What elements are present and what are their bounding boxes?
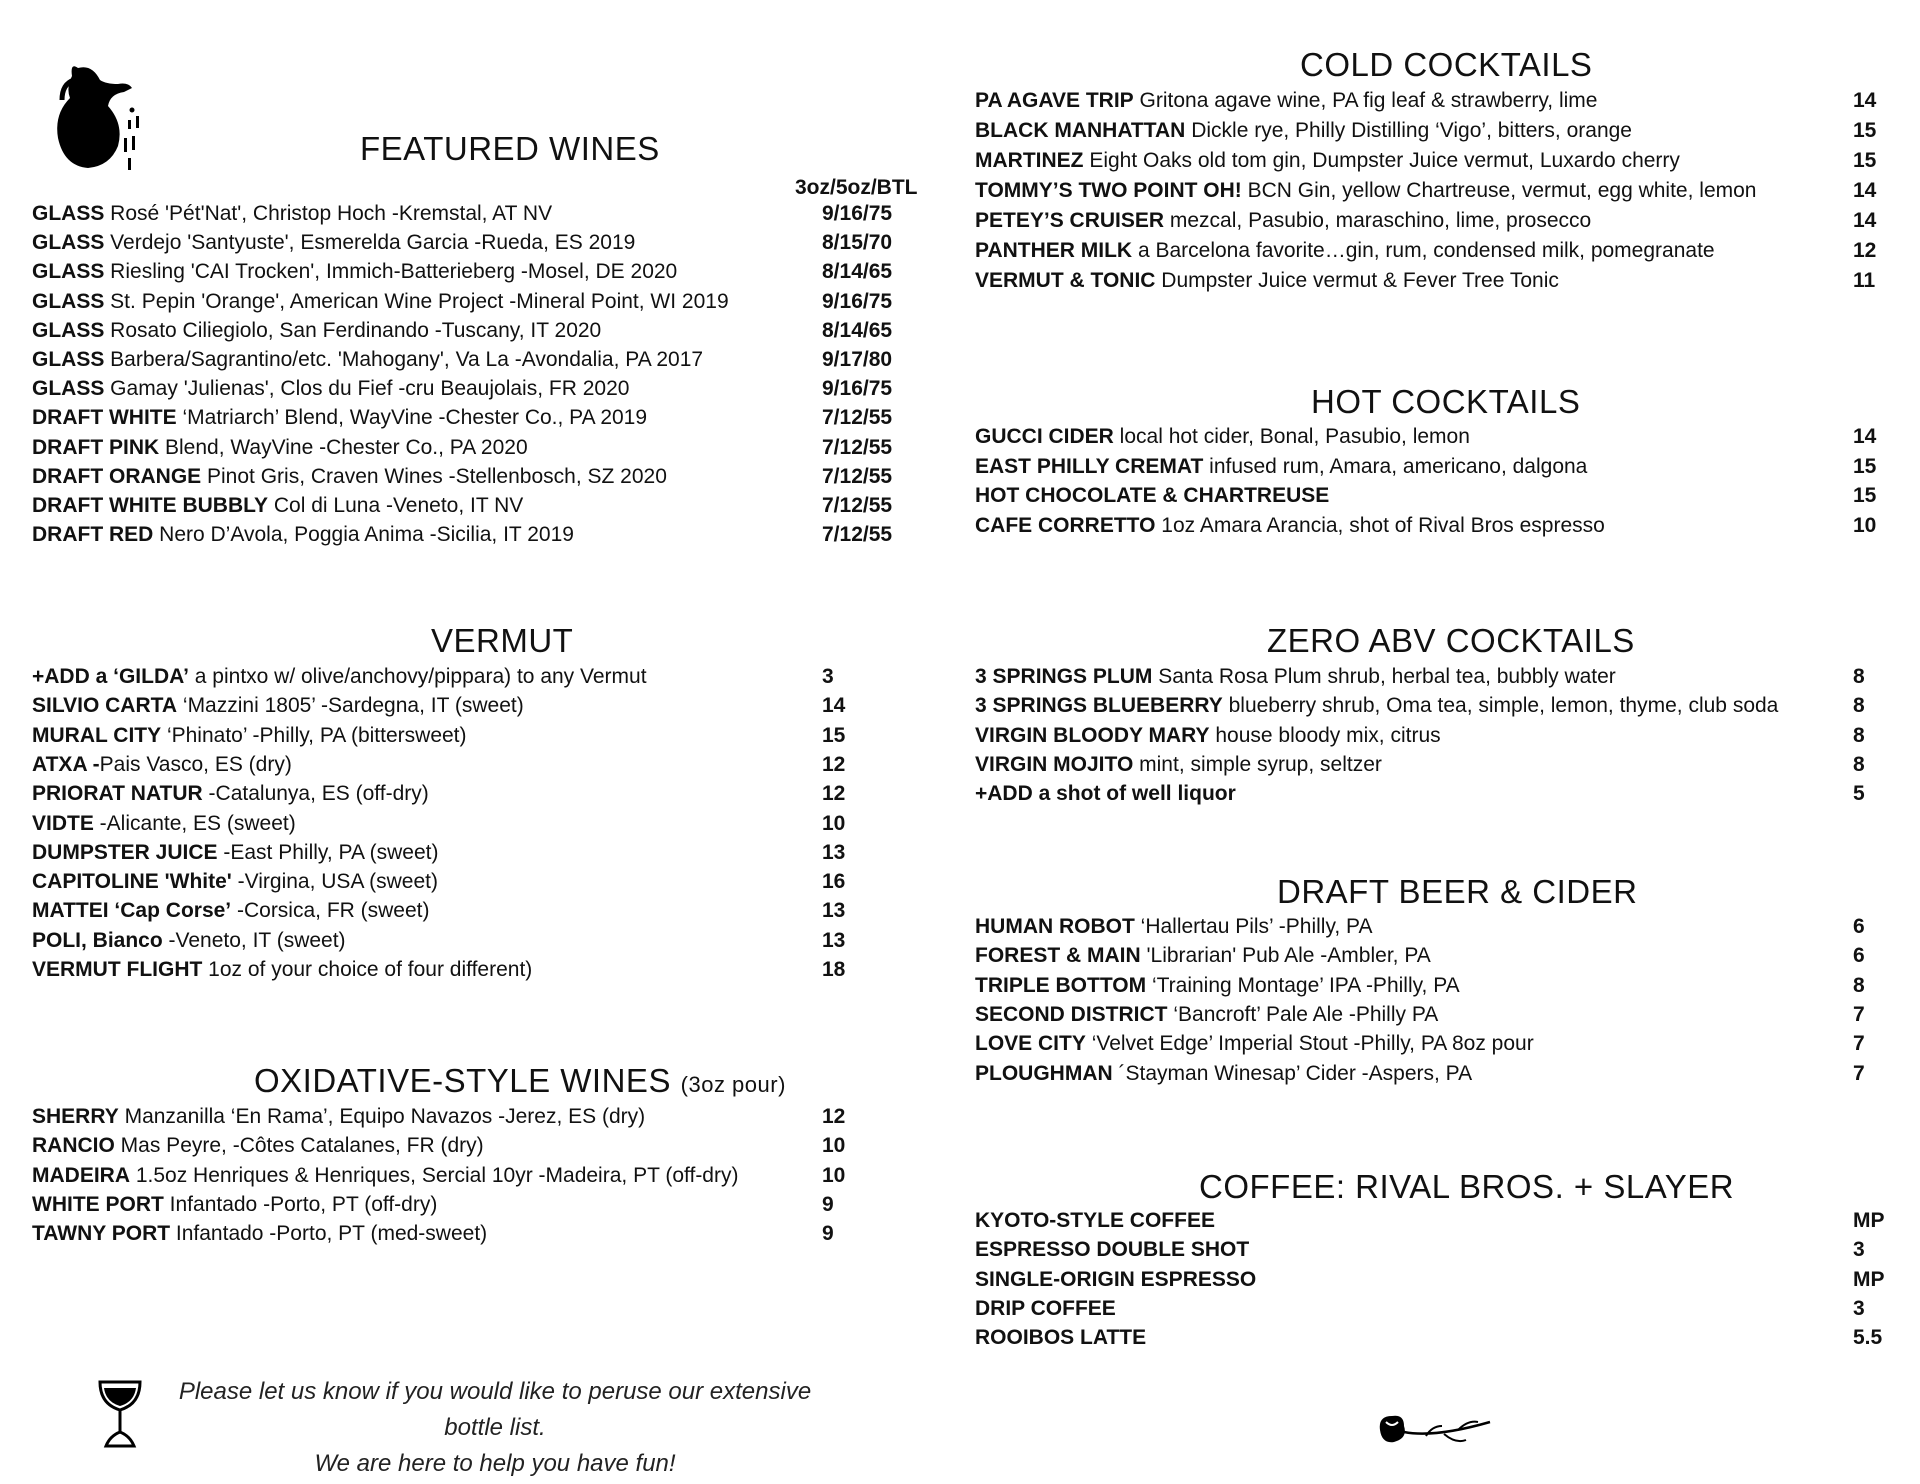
menu-item-price: 10 xyxy=(822,811,846,835)
menu-item-price: 9/16/75 xyxy=(822,377,893,401)
menu-item-price: 10 xyxy=(822,1134,846,1158)
menu-item-price: 7/12/55 xyxy=(822,435,893,459)
menu-item-description: ‘Training Montage’ IPA -Philly, PA xyxy=(1146,973,1460,997)
menu-item-description: Nero D’Avola, Poggia Anima -Sicilia, IT 2019 xyxy=(153,523,574,547)
menu-item-name: GLASS xyxy=(32,260,105,284)
menu-item-description: 1.5oz Henriques & Henriques, Sercial 10yr -Madeira, PT (off-dry) xyxy=(130,1163,739,1187)
menu-item xyxy=(975,1033,1913,1054)
menu-item-name: MURAL CITY xyxy=(32,723,162,747)
menu-item-name: GLASS xyxy=(32,202,105,225)
menu-item-price: 6 xyxy=(1853,915,1865,938)
menu-item-price: 13 xyxy=(822,899,846,923)
menu-item-description: 1oz Amara Arancia, shot of Rival Bros espresso xyxy=(1155,513,1605,537)
menu-item xyxy=(975,180,1913,201)
menu-item xyxy=(975,1063,1913,1084)
menu-item xyxy=(32,523,893,547)
menu-item xyxy=(32,202,893,225)
menu-item xyxy=(32,318,893,342)
menu-item-name: DRAFT ORANGE xyxy=(32,464,202,488)
menu-item xyxy=(975,90,1913,111)
menu-item-description: Barbera/Sagrantino/etc. 'Mahogany', Va La -Avondalia, PA 2017 xyxy=(104,348,704,371)
footer-line-1: Please let us know if you would like to peruse our extensive bottle list. xyxy=(178,1378,812,1441)
menu-item-name: ATXA - xyxy=(32,752,100,776)
menu-item-name: BLACK MANHATTAN xyxy=(975,119,1186,142)
menu-item-name: DRAFT WHITE xyxy=(32,406,177,430)
menu-item-price: 7/12/55 xyxy=(822,494,893,517)
menu-item-name: GUCCI CIDER xyxy=(975,425,1114,448)
menu-item-description: Dumpster Juice vermut & Fever Tree Tonic xyxy=(1155,269,1559,292)
menu-item-price: 12 xyxy=(822,1105,846,1128)
menu-item-price: 8/14/65 xyxy=(822,260,893,284)
menu-item-price: 13 xyxy=(822,840,846,864)
menu-item xyxy=(32,725,882,746)
menu-item-name: HOT CHOCOLATE & CHARTREUSE xyxy=(975,484,1330,507)
menu-item xyxy=(32,842,882,863)
menu-item-name: DUMPSTER JUICE xyxy=(32,840,218,864)
menu-item-price: 7 xyxy=(1853,1002,1865,1026)
menu-item-name: DRAFT WHITE BUBBLY xyxy=(32,494,269,517)
menu-item-name: POLI, Bianco xyxy=(32,928,163,952)
footer-line-2: We are here to help you have fun! xyxy=(314,1450,676,1477)
menu-item-description: Riesling 'CAI Trocken', Immich-Batterieberg -Mosel, DE 2020 xyxy=(104,260,678,284)
menu-item-price: 8 xyxy=(1853,694,1865,718)
menu-item-price: 14 xyxy=(1853,209,1877,232)
menu-item-description: Verdejo 'Santyuste', Esmerelda Garcia -Rueda, ES 2019 xyxy=(104,231,636,255)
menu-item-name: RANCIO xyxy=(32,1134,115,1158)
menu-item xyxy=(32,1165,882,1186)
menu-item-name: FOREST & MAIN xyxy=(975,944,1141,968)
menu-item-name: +ADD a ‘GILDA’ xyxy=(32,665,189,688)
menu-item-name: PLOUGHMAN xyxy=(975,1061,1113,1085)
menu-item-description: -East Philly, PA (sweet) xyxy=(217,840,439,864)
menu-item xyxy=(975,210,1913,231)
menu-item-description: Gritona agave wine, PA fig leaf & strawberry, lime xyxy=(1133,89,1598,112)
menu-item-name: ROOIBOS LATTE xyxy=(975,1326,1147,1350)
menu-item-price: 9 xyxy=(822,1222,834,1246)
menu-item-name: WHITE PORT xyxy=(32,1192,164,1216)
menu-item-name: HUMAN ROBOT xyxy=(975,915,1135,938)
menu-item-description: Eight Oaks old tom gin, Dumpster Juice vermut, Luxardo cherry xyxy=(1083,149,1680,172)
menu-item-name: +ADD a shot of well liquor xyxy=(975,782,1236,806)
menu-item-description: Rosé 'Pét'Nat', Christop Hoch -Kremstal, AT NV xyxy=(104,202,553,225)
menu-item-description: local hot cider, Bonal, Pasubio, lemon xyxy=(1113,425,1470,448)
menu-item-price: 16 xyxy=(822,870,846,894)
menu-item-price: 10 xyxy=(1853,513,1877,537)
menu-item xyxy=(975,1327,1913,1348)
menu-item-price: 6 xyxy=(1853,944,1865,968)
menu-item xyxy=(32,1135,882,1156)
menu-item-name: TRIPLE BOTTOM xyxy=(975,973,1147,997)
menu-item-name: MADEIRA xyxy=(32,1163,130,1187)
cold-cocktails-heading: COLD COCKTAILS xyxy=(1300,46,1593,83)
menu-item-description: house bloody mix, citrus xyxy=(1209,723,1441,747)
coffee-heading: COFFEE: RIVAL BROS. + SLAYER xyxy=(1199,1168,1735,1205)
menu-item-description: Pinot Gris, Craven Wines -Stellenbosch, SZ 2020 xyxy=(201,464,667,488)
menu-item-description: ‘Bancroft’ Pale Ale -Philly PA xyxy=(1167,1002,1439,1026)
menu-item-price: MP xyxy=(1853,1209,1885,1232)
menu-item xyxy=(975,754,1913,775)
menu-item xyxy=(975,150,1913,171)
menu-item-description: St. Pepin 'Orange', American Wine Project -Mineral Point, WI 2019 xyxy=(104,289,729,313)
menu-item-name: GLASS xyxy=(32,318,105,342)
menu-item-description: ‘Phinato’ -Philly, PA (bittersweet) xyxy=(161,723,467,747)
footer-note xyxy=(160,1374,830,1482)
menu-item-price: 8 xyxy=(1853,752,1865,776)
menu-item-name: SHERRY xyxy=(32,1105,119,1128)
menu-item-price: 12 xyxy=(822,782,846,806)
featured-wines-column-header: 3oz/5oz/BTL xyxy=(795,176,918,199)
menu-item-price: 10 xyxy=(822,1163,846,1187)
menu-item-name: VIRGIN BLOODY MARY xyxy=(975,723,1210,747)
menu-item xyxy=(975,725,1913,746)
menu-item-price: 7/12/55 xyxy=(822,523,893,547)
menu-item xyxy=(975,666,1913,687)
menu-item-name: GLASS xyxy=(32,289,105,313)
menu-item xyxy=(975,1004,1913,1025)
menu-item-description: -Alicante, ES (sweet) xyxy=(93,811,296,835)
menu-item-price: 15 xyxy=(1853,484,1877,507)
menu-item xyxy=(32,464,893,488)
menu-item-price: MP xyxy=(1853,1267,1885,1291)
menu-item-name: MATTEI ‘Cap Corse’ xyxy=(32,899,232,923)
menu-item-description: Gamay 'Julienas', Clos du Fief -cru Beaujolais, FR 2020 xyxy=(104,377,630,401)
menu-item-name: DRAFT PINK xyxy=(32,435,160,459)
menu-item-description: -Catalunya, ES (off-dry) xyxy=(202,782,429,806)
menu-item-price: 8 xyxy=(1853,723,1865,747)
menu-item xyxy=(975,270,1913,291)
menu-item-name: VIRGIN MOJITO xyxy=(975,752,1134,776)
zero-abv-heading: ZERO ABV COCKTAILS xyxy=(1267,622,1635,659)
menu-item-name: SINGLE-ORIGIN ESPRESSO xyxy=(975,1267,1257,1291)
menu-item-name: TAWNY PORT xyxy=(32,1222,171,1246)
menu-item-price: 9/16/75 xyxy=(822,289,893,313)
menu-item-price: 14 xyxy=(1853,89,1877,112)
menu-item-price: 12 xyxy=(822,752,846,776)
menu-item-description: a Barcelona favorite…gin, rum, condensed milk, pomegranate xyxy=(1132,239,1715,262)
menu-item xyxy=(975,1239,1913,1260)
menu-item-name: MARTINEZ xyxy=(975,149,1084,172)
menu-item-name: VIDTE xyxy=(32,811,94,835)
menu-item-name: PANTHER MILK xyxy=(975,239,1133,262)
menu-item-price: 14 xyxy=(1853,179,1877,202)
menu-item xyxy=(32,695,882,716)
menu-item-price: 8 xyxy=(1853,665,1865,688)
menu-item-description: a pintxo w/ olive/anchovy/pippara) to any Vermut xyxy=(188,665,647,688)
menu-item xyxy=(32,666,882,687)
menu-item xyxy=(32,959,882,980)
menu-item-price: 3 xyxy=(1853,1296,1865,1320)
menu-item-price: 3 xyxy=(822,665,834,688)
menu-item-price: 3 xyxy=(1853,1238,1865,1262)
menu-item-price: 8/14/65 xyxy=(822,318,893,342)
menu-item xyxy=(32,871,882,892)
menu-item-price: 11 xyxy=(1853,269,1876,292)
menu-item-description: Col di Luna -Veneto, IT NV xyxy=(268,494,524,517)
menu-item-name: PRIORAT NATUR xyxy=(32,782,203,806)
oxidative-title: OXIDATIVE-STYLE WINES xyxy=(254,1062,671,1099)
menu-item xyxy=(975,456,1913,477)
menu-item-name: 3 SPRINGS PLUM xyxy=(975,665,1153,688)
menu-item-price: 7 xyxy=(1853,1061,1865,1085)
menu-item xyxy=(32,754,882,775)
menu-item-description: -Veneto, IT (sweet) xyxy=(162,928,346,952)
menu-item xyxy=(975,783,1913,804)
menu-item-name: DRAFT RED xyxy=(32,523,154,547)
menu-item-description: Pais Vasco, ES (dry) xyxy=(99,752,292,776)
menu-item xyxy=(975,945,1913,966)
menu-item xyxy=(32,900,882,921)
menu-item-name: SECOND DISTRICT xyxy=(975,1002,1168,1026)
menu-item-name: EAST PHILLY CREMAT xyxy=(975,454,1204,478)
featured-wines-heading: FEATURED WINES xyxy=(360,130,660,167)
menu-item-price: 5.5 xyxy=(1853,1326,1883,1350)
menu-item-description: Infantado -Porto, PT (off-dry) xyxy=(163,1192,438,1216)
menu-item-name: GLASS xyxy=(32,348,105,371)
menu-item-description: 1oz of your choice of four different) xyxy=(202,958,533,981)
menu-item-price: 15 xyxy=(822,723,846,747)
menu-item xyxy=(32,930,882,951)
menu-item-price: 12 xyxy=(1853,239,1877,262)
menu-item xyxy=(975,1298,1913,1319)
menu-item-description: Mas Peyre, -Côtes Catalanes, FR (dry) xyxy=(114,1134,484,1158)
menu-item-name: PA AGAVE TRIP xyxy=(975,89,1134,112)
menu-item-name: CAFE CORRETTO xyxy=(975,513,1156,537)
menu-item-name: LOVE CITY xyxy=(975,1032,1086,1056)
menu-item-description: BCN Gin, yellow Chartreuse, vermut, egg white, lemon xyxy=(1241,179,1757,202)
menu-item-price: 13 xyxy=(822,928,846,952)
menu-item xyxy=(32,813,882,834)
menu-item-description: Blend, WayVine -Chester Co., PA 2020 xyxy=(159,435,528,459)
menu-item-description: ‘Mazzini 1805’ -Sardegna, IT (sweet) xyxy=(177,694,524,718)
menu-item-price: 14 xyxy=(822,694,846,718)
menu-item-price: 7/12/55 xyxy=(822,406,893,430)
menu-item-name: TOMMY’S TWO POINT OH! xyxy=(975,179,1242,202)
menu-item xyxy=(975,1269,1913,1290)
menu-item-price: 15 xyxy=(1853,454,1877,478)
menu-item xyxy=(32,348,893,371)
menu-item-description: ‘Velvet Edge’ Imperial Stout -Philly, PA 8oz pour xyxy=(1085,1032,1534,1056)
menu-item xyxy=(32,494,893,517)
menu-item-price: 14 xyxy=(1853,425,1877,448)
menu-item xyxy=(975,485,1913,506)
menu-item xyxy=(975,1210,1913,1231)
menu-item-description: Santa Rosa Plum shrub, herbal tea, bubbly water xyxy=(1152,665,1616,688)
menu-item xyxy=(32,406,893,430)
menu-item xyxy=(32,260,893,284)
menu-item xyxy=(32,289,893,313)
oxidative-heading xyxy=(254,1062,786,1100)
menu-item-description: mint, simple syrup, seltzer xyxy=(1133,752,1382,776)
menu-item xyxy=(32,231,893,255)
menu-item-price: 7 xyxy=(1853,1032,1865,1056)
menu-item-name: GLASS xyxy=(32,231,105,255)
flower-icon xyxy=(1374,1408,1494,1452)
menu-item-description: Infantado -Porto, PT (med-sweet) xyxy=(170,1222,488,1246)
menu-item-name: VERMUT & TONIC xyxy=(975,269,1156,292)
menu-item-description: ‘Matriarch’ Blend, WayVine -Chester Co., PA 2019 xyxy=(176,406,648,430)
menu-item-name: GLASS xyxy=(32,377,105,401)
menu-item-description: 'Librarian' Pub Ale -Ambler, PA xyxy=(1140,944,1431,968)
menu-item-price: 9/17/80 xyxy=(822,348,893,371)
menu-item-name: PETEY’S CRUISER xyxy=(975,209,1165,232)
menu-item-price: 8/15/70 xyxy=(822,231,893,255)
menu-item-name: DRIP COFFEE xyxy=(975,1296,1116,1320)
menu-item xyxy=(32,435,893,459)
menu-item-price: 9 xyxy=(822,1192,834,1216)
menu-item-name: VERMUT FLIGHT xyxy=(32,958,203,981)
menu-item-price: 8 xyxy=(1853,973,1865,997)
menu-item-description: Manzanilla ‘En Rama’, Equipo Navazos -Jerez, ES (dry) xyxy=(118,1105,646,1128)
menu-item xyxy=(975,975,1913,996)
menu-item xyxy=(32,1194,882,1215)
oxidative-subtitle: (3oz pour) xyxy=(680,1072,786,1097)
pitcher-icon xyxy=(48,58,148,173)
menu-item-description: -Corsica, FR (sweet) xyxy=(231,899,430,923)
menu-item xyxy=(32,377,893,401)
menu-item xyxy=(975,120,1913,141)
menu-item-price: 15 xyxy=(1853,149,1877,172)
menu-item xyxy=(32,783,882,804)
menu-item-description: ´Stayman Winesap’ Cider -Aspers, PA xyxy=(1112,1061,1473,1085)
menu-item-name: SILVIO CARTA xyxy=(32,694,178,718)
hot-cocktails-heading: HOT COCKTAILS xyxy=(1311,383,1581,420)
menu-item-price: 7/12/55 xyxy=(822,464,893,488)
menu-item-price: 5 xyxy=(1853,782,1865,806)
menu-item-description: blueberry shrub, Oma tea, simple, lemon, thyme, club soda xyxy=(1222,694,1779,718)
menu-item-description: -Virgina, USA (sweet) xyxy=(231,870,438,894)
coupe-glass-icon xyxy=(96,1378,144,1450)
menu-item-description: Dickle rye, Philly Distilling ‘Vigo’, bitters, orange xyxy=(1185,119,1632,142)
menu-item-name: 3 SPRINGS BLUEBERRY xyxy=(975,694,1223,718)
menu-item-price: 18 xyxy=(822,958,846,981)
menu-item xyxy=(975,916,1913,937)
menu-item xyxy=(32,1223,882,1244)
vermut-heading: VERMUT xyxy=(431,622,574,659)
menu-item-description: mezcal, Pasubio, maraschino, lime, prosecco xyxy=(1164,209,1592,232)
draft-beer-heading: DRAFT BEER & CIDER xyxy=(1277,873,1638,910)
menu-item-description: Rosato Ciliegiolo, San Ferdinando -Tuscany, IT 2020 xyxy=(104,318,602,342)
menu-item-price: 15 xyxy=(1853,119,1877,142)
menu-item-name: KYOTO-STYLE COFFEE xyxy=(975,1209,1215,1232)
menu-item xyxy=(975,695,1913,716)
menu-item-description: ‘Hallertau Pils’ -Philly, PA xyxy=(1134,915,1373,938)
menu-item-description: infused rum, Amara, americano, dalgona xyxy=(1203,454,1588,478)
menu-item-name: CAPITOLINE 'White' xyxy=(32,870,232,894)
menu-item xyxy=(975,515,1913,536)
menu-item xyxy=(975,240,1913,261)
menu-item-name: ESPRESSO DOUBLE SHOT xyxy=(975,1238,1250,1262)
menu-item xyxy=(975,426,1913,447)
menu-item-price: 9/16/75 xyxy=(822,202,893,225)
menu-item xyxy=(32,1106,882,1127)
